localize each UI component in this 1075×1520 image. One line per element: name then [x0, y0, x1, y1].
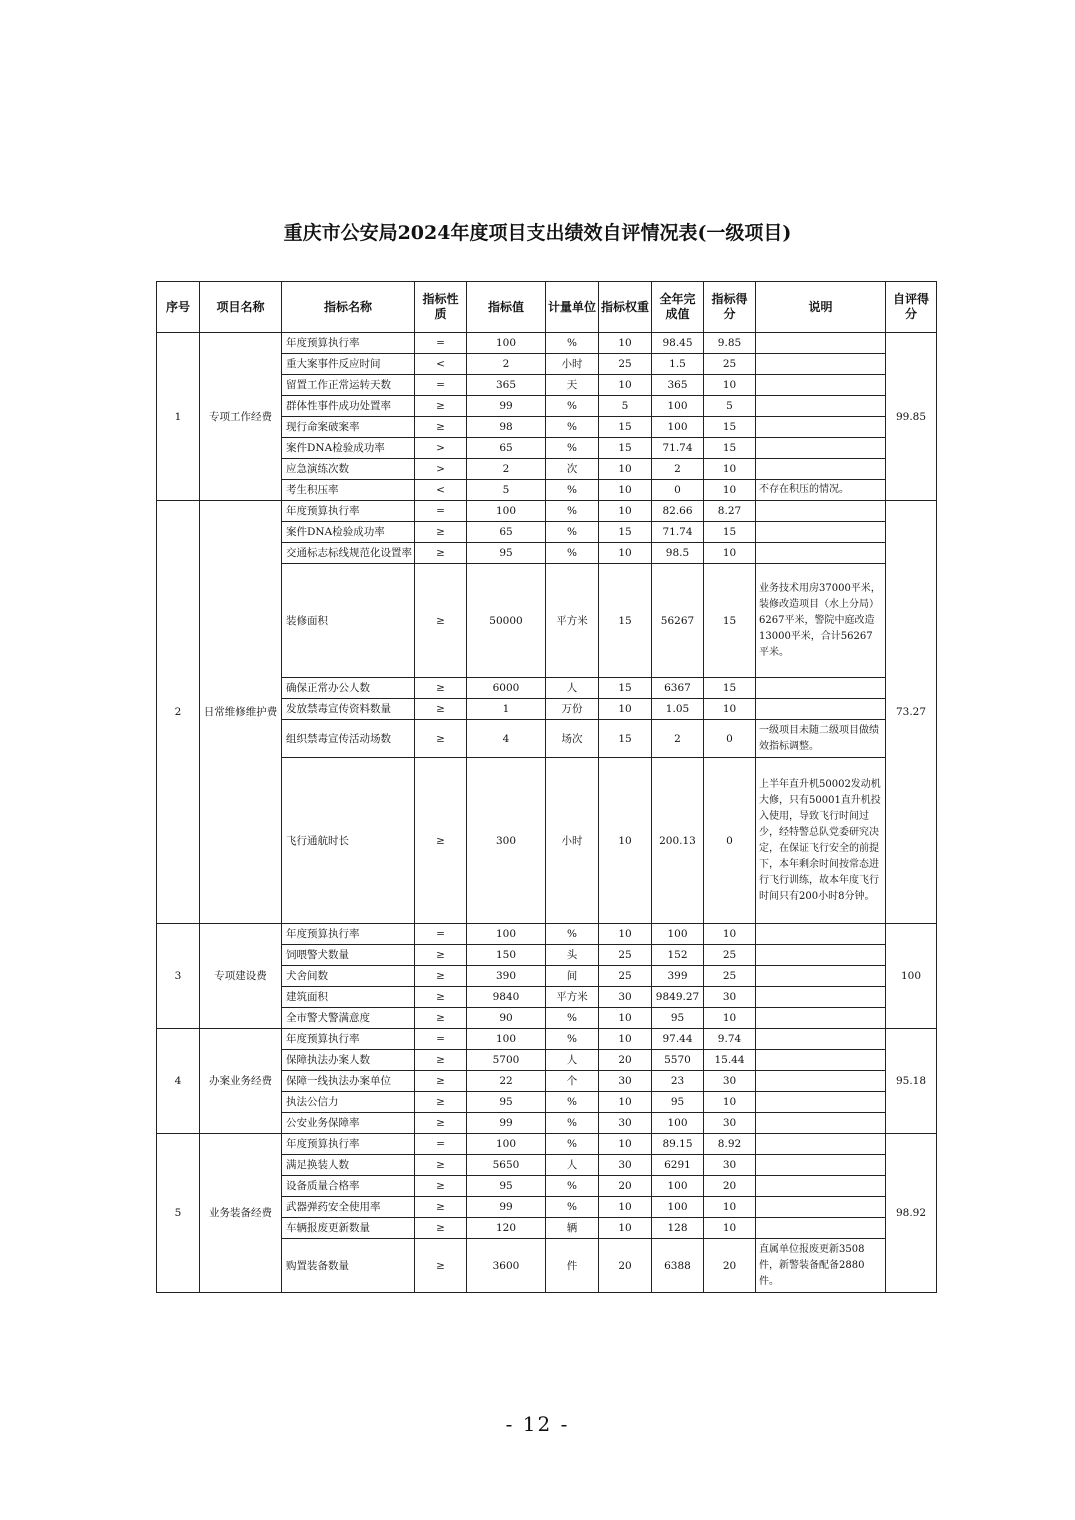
table-body [157, 333, 937, 1293]
indicator-nature: ≥ [415, 564, 467, 678]
weight: 10 [599, 1029, 652, 1050]
indicator-nature: = [415, 501, 467, 522]
indicator-name: 全市警犬警满意度 [282, 1008, 415, 1029]
unit: 人 [546, 1050, 599, 1071]
indicator-nature: > [415, 459, 467, 480]
indicator-score: 10 [704, 480, 756, 501]
indicator-nature: ≥ [415, 1239, 467, 1293]
indicator-value: 100 [467, 1029, 546, 1050]
indicator-value: 6000 [467, 678, 546, 699]
indicator-value: 2 [467, 459, 546, 480]
unit: 头 [546, 945, 599, 966]
indicator-name: 装修面积 [282, 564, 415, 678]
weight: 20 [599, 1176, 652, 1197]
indicator-value: 100 [467, 924, 546, 945]
annual-completion: 100 [652, 924, 704, 945]
indicator-score: 8.27 [704, 501, 756, 522]
weight: 25 [599, 354, 652, 375]
annual-completion: 100 [652, 1113, 704, 1134]
indicator-score: 9.85 [704, 333, 756, 354]
header-self-score: 自评得分 [886, 282, 937, 333]
unit: % [546, 333, 599, 354]
weight: 10 [599, 459, 652, 480]
annual-completion: 2 [652, 459, 704, 480]
indicator-value: 2 [467, 354, 546, 375]
indicator-score: 30 [704, 1113, 756, 1134]
indicator-nature: ≥ [415, 987, 467, 1008]
indicator-score: 30 [704, 1155, 756, 1176]
indicator-value: 50000 [467, 564, 546, 678]
unit: % [546, 1176, 599, 1197]
indicator-name: 飞行通航时长 [282, 758, 415, 924]
indicator-nature: ≥ [415, 417, 467, 438]
weight: 10 [599, 1134, 652, 1155]
indicator-nature: ≥ [415, 1176, 467, 1197]
unit: 天 [546, 375, 599, 396]
explanation [756, 1029, 886, 1050]
indicator-value: 390 [467, 966, 546, 987]
explanation [756, 1218, 886, 1239]
annual-completion: 128 [652, 1218, 704, 1239]
indicator-value: 90 [467, 1008, 546, 1029]
weight: 10 [599, 333, 652, 354]
indicator-value: 100 [467, 1134, 546, 1155]
annual-completion: 100 [652, 1176, 704, 1197]
weight: 10 [599, 501, 652, 522]
header-indicator-nature: 指标性质 [415, 282, 467, 333]
indicator-name: 案件DNA检验成功率 [282, 438, 415, 459]
indicator-value: 300 [467, 758, 546, 924]
weight: 15 [599, 564, 652, 678]
indicator-score: 30 [704, 987, 756, 1008]
table-row [157, 1134, 937, 1155]
explanation [756, 354, 886, 375]
weight: 15 [599, 417, 652, 438]
annual-completion: 23 [652, 1071, 704, 1092]
unit: % [546, 501, 599, 522]
table-row [157, 333, 937, 354]
indicator-score: 15 [704, 438, 756, 459]
weight: 10 [599, 1197, 652, 1218]
unit: % [546, 396, 599, 417]
annual-completion: 1.5 [652, 354, 704, 375]
explanation: 直属单位报废更新3508件，新警装备配备2880件。 [756, 1239, 886, 1293]
indicator-value: 99 [467, 1113, 546, 1134]
weight: 30 [599, 1071, 652, 1092]
weight: 10 [599, 758, 652, 924]
annual-completion: 1.05 [652, 699, 704, 720]
project-name: 专项建设费 [200, 924, 282, 1029]
explanation [756, 678, 886, 699]
annual-completion: 100 [652, 1197, 704, 1218]
project-name: 日常维修维护费 [200, 501, 282, 924]
weight: 30 [599, 1113, 652, 1134]
indicator-nature: ≥ [415, 1008, 467, 1029]
indicator-name: 案件DNA检验成功率 [282, 522, 415, 543]
indicator-nature: ≥ [415, 1218, 467, 1239]
unit: 小时 [546, 758, 599, 924]
weight: 10 [599, 1092, 652, 1113]
performance-table [156, 281, 937, 1293]
project-seq: 1 [157, 333, 200, 501]
project-seq: 4 [157, 1029, 200, 1134]
table-row [157, 924, 937, 945]
indicator-name: 保障执法办案人数 [282, 1050, 415, 1071]
indicator-nature: ≥ [415, 1155, 467, 1176]
indicator-name: 考生积压率 [282, 480, 415, 501]
indicator-score: 10 [704, 1008, 756, 1029]
indicator-nature: ≥ [415, 1092, 467, 1113]
explanation [756, 1155, 886, 1176]
self-score: 95.18 [886, 1029, 937, 1134]
indicator-value: 1 [467, 699, 546, 720]
indicator-nature: = [415, 1134, 467, 1155]
explanation [756, 699, 886, 720]
weight: 15 [599, 522, 652, 543]
table-row [157, 501, 937, 522]
indicator-name: 重大案事件反应时间 [282, 354, 415, 375]
explanation [756, 1050, 886, 1071]
unit: % [546, 1113, 599, 1134]
indicator-score: 15 [704, 564, 756, 678]
indicator-score: 10 [704, 459, 756, 480]
header-indicator-name: 指标名称 [282, 282, 415, 333]
indicator-name: 确保正常办公人数 [282, 678, 415, 699]
indicator-nature: ≥ [415, 945, 467, 966]
explanation [756, 543, 886, 564]
indicator-name: 发放禁毒宣传资料数量 [282, 699, 415, 720]
explanation [756, 1134, 886, 1155]
unit: 人 [546, 1155, 599, 1176]
self-score: 99.85 [886, 333, 937, 501]
unit: % [546, 522, 599, 543]
indicator-score: 25 [704, 966, 756, 987]
header-explanation: 说明 [756, 282, 886, 333]
indicator-score: 25 [704, 945, 756, 966]
annual-completion: 2 [652, 720, 704, 758]
indicator-score: 10 [704, 375, 756, 396]
indicator-score: 0 [704, 758, 756, 924]
weight: 15 [599, 720, 652, 758]
indicator-nature: < [415, 480, 467, 501]
explanation [756, 1197, 886, 1218]
indicator-score: 5 [704, 396, 756, 417]
unit: 个 [546, 1071, 599, 1092]
project-seq: 3 [157, 924, 200, 1029]
indicator-name: 现行命案破案率 [282, 417, 415, 438]
unit: % [546, 438, 599, 459]
self-score: 100 [886, 924, 937, 1029]
indicator-nature: ≥ [415, 1071, 467, 1092]
unit: 间 [546, 966, 599, 987]
indicator-nature: = [415, 924, 467, 945]
indicator-name: 设备质量合格率 [282, 1176, 415, 1197]
indicator-nature: ≥ [415, 966, 467, 987]
indicator-nature: ≥ [415, 543, 467, 564]
indicator-name: 应急演练次数 [282, 459, 415, 480]
indicator-score: 10 [704, 699, 756, 720]
indicator-value: 3600 [467, 1239, 546, 1293]
indicator-name: 公安业务保障率 [282, 1113, 415, 1134]
header-indicator-value: 指标值 [467, 282, 546, 333]
indicator-name: 年度预算执行率 [282, 501, 415, 522]
indicator-score: 15 [704, 522, 756, 543]
explanation [756, 501, 886, 522]
indicator-score: 10 [704, 1218, 756, 1239]
indicator-name: 年度预算执行率 [282, 924, 415, 945]
indicator-value: 5700 [467, 1050, 546, 1071]
header-annual-completion: 全年完成值 [652, 282, 704, 333]
unit: 辆 [546, 1218, 599, 1239]
annual-completion: 82.66 [652, 501, 704, 522]
annual-completion: 100 [652, 417, 704, 438]
weight: 20 [599, 1050, 652, 1071]
explanation [756, 1176, 886, 1197]
indicator-value: 9840 [467, 987, 546, 1008]
weight: 15 [599, 678, 652, 699]
weight: 10 [599, 375, 652, 396]
annual-completion: 95 [652, 1008, 704, 1029]
project-name: 业务装备经费 [200, 1134, 282, 1293]
indicator-score: 20 [704, 1176, 756, 1197]
indicator-score: 0 [704, 720, 756, 758]
annual-completion: 365 [652, 375, 704, 396]
weight: 20 [599, 1239, 652, 1293]
indicator-nature: = [415, 375, 467, 396]
indicator-score: 10 [704, 924, 756, 945]
indicator-name: 购置装备数量 [282, 1239, 415, 1293]
indicator-value: 4 [467, 720, 546, 758]
indicator-name: 饲喂警犬数量 [282, 945, 415, 966]
indicator-value: 120 [467, 1218, 546, 1239]
indicator-value: 150 [467, 945, 546, 966]
indicator-score: 30 [704, 1071, 756, 1092]
table-row [157, 1029, 937, 1050]
indicator-score: 15 [704, 417, 756, 438]
annual-completion: 399 [652, 966, 704, 987]
weight: 30 [599, 1155, 652, 1176]
annual-completion: 98.45 [652, 333, 704, 354]
indicator-name: 执法公信力 [282, 1092, 415, 1113]
unit: 人 [546, 678, 599, 699]
weight: 10 [599, 480, 652, 501]
explanation: 不存在积压的情况。 [756, 480, 886, 501]
annual-completion: 6367 [652, 678, 704, 699]
indicator-name: 交通标志标线规范化设置率 [282, 543, 415, 564]
explanation [756, 1008, 886, 1029]
indicator-value: 99 [467, 1197, 546, 1218]
weight: 10 [599, 543, 652, 564]
annual-completion: 97.44 [652, 1029, 704, 1050]
weight: 25 [599, 945, 652, 966]
indicator-score: 8.92 [704, 1134, 756, 1155]
indicator-nature: ≥ [415, 1113, 467, 1134]
annual-completion: 0 [652, 480, 704, 501]
weight: 30 [599, 987, 652, 1008]
project-seq: 2 [157, 501, 200, 924]
indicator-value: 100 [467, 501, 546, 522]
indicator-score: 15 [704, 678, 756, 699]
indicator-value: 95 [467, 543, 546, 564]
annual-completion: 200.13 [652, 758, 704, 924]
explanation [756, 987, 886, 1008]
indicator-name: 武器弹药安全使用率 [282, 1197, 415, 1218]
indicator-score: 25 [704, 354, 756, 375]
annual-completion: 152 [652, 945, 704, 966]
weight: 10 [599, 1008, 652, 1029]
explanation [756, 1113, 886, 1134]
unit: % [546, 480, 599, 501]
unit: 件 [546, 1239, 599, 1293]
indicator-score: 20 [704, 1239, 756, 1293]
indicator-nature: > [415, 438, 467, 459]
explanation [756, 396, 886, 417]
unit: % [546, 1029, 599, 1050]
header-unit: 计量单位 [546, 282, 599, 333]
header-indicator-score: 指标得分 [704, 282, 756, 333]
annual-completion: 6388 [652, 1239, 704, 1293]
self-score: 73.27 [886, 501, 937, 924]
indicator-value: 22 [467, 1071, 546, 1092]
indicator-nature: ≥ [415, 1050, 467, 1071]
weight: 10 [599, 699, 652, 720]
explanation: 业务技术用房37000平米，装修改造项目（水上分局）6267平米，警院中庭改造13000平米，合计56267平米。 [756, 564, 886, 678]
unit: % [546, 1008, 599, 1029]
indicator-value: 5 [467, 480, 546, 501]
explanation [756, 333, 886, 354]
indicator-name: 组织禁毒宣传活动场数 [282, 720, 415, 758]
indicator-value: 98 [467, 417, 546, 438]
unit: 万份 [546, 699, 599, 720]
indicator-name: 建筑面积 [282, 987, 415, 1008]
annual-completion: 89.15 [652, 1134, 704, 1155]
unit: % [546, 417, 599, 438]
explanation [756, 417, 886, 438]
indicator-nature: ≥ [415, 758, 467, 924]
indicator-nature: ≥ [415, 396, 467, 417]
indicator-score: 10 [704, 543, 756, 564]
indicator-nature: = [415, 1029, 467, 1050]
unit: 平方米 [546, 564, 599, 678]
indicator-value: 5650 [467, 1155, 546, 1176]
annual-completion: 71.74 [652, 522, 704, 543]
page-number: - 12 - [505, 1412, 570, 1436]
indicator-value: 100 [467, 333, 546, 354]
unit: 小时 [546, 354, 599, 375]
project-name: 办案业务经费 [200, 1029, 282, 1134]
unit: 场次 [546, 720, 599, 758]
weight: 5 [599, 396, 652, 417]
indicator-score: 10 [704, 1197, 756, 1218]
annual-completion: 100 [652, 396, 704, 417]
indicator-value: 365 [467, 375, 546, 396]
project-seq: 5 [157, 1134, 200, 1293]
indicator-name: 保障一线执法办案单位 [282, 1071, 415, 1092]
indicator-name: 留置工作正常运转天数 [282, 375, 415, 396]
explanation [756, 945, 886, 966]
explanation: 上半年直升机50002发动机大修，只有50001直升机投入使用，导致飞行时间过少，经特警总队党委研究决定，在保证飞行安全的前提下，本年剩余时间按常态进行飞行训练，故本年度飞行时间只有200小时8分钟。 [756, 758, 886, 924]
indicator-nature: ≥ [415, 720, 467, 758]
unit: % [546, 1092, 599, 1113]
indicator-value: 65 [467, 438, 546, 459]
annual-completion: 9849.27 [652, 987, 704, 1008]
indicator-nature: ≥ [415, 678, 467, 699]
unit: % [546, 543, 599, 564]
indicator-score: 9.74 [704, 1029, 756, 1050]
indicator-nature: ≥ [415, 699, 467, 720]
indicator-nature: = [415, 333, 467, 354]
header-seq: 序号 [157, 282, 200, 333]
weight: 25 [599, 966, 652, 987]
indicator-nature: ≥ [415, 522, 467, 543]
self-score: 98.92 [886, 1134, 937, 1293]
indicator-name: 满足换装人数 [282, 1155, 415, 1176]
indicator-score: 15.44 [704, 1050, 756, 1071]
indicator-score: 10 [704, 1092, 756, 1113]
indicator-value: 99 [467, 396, 546, 417]
indicator-value: 65 [467, 522, 546, 543]
indicator-name: 车辆报废更新数量 [282, 1218, 415, 1239]
unit: % [546, 1197, 599, 1218]
annual-completion: 71.74 [652, 438, 704, 459]
indicator-nature: < [415, 354, 467, 375]
unit: 次 [546, 459, 599, 480]
annual-completion: 95 [652, 1092, 704, 1113]
indicator-name: 年度预算执行率 [282, 1134, 415, 1155]
unit: % [546, 924, 599, 945]
indicator-name: 群体性事件成功处置率 [282, 396, 415, 417]
explanation [756, 438, 886, 459]
explanation [756, 459, 886, 480]
weight: 15 [599, 438, 652, 459]
project-name: 专项工作经费 [200, 333, 282, 501]
annual-completion: 5570 [652, 1050, 704, 1071]
header-row [157, 282, 937, 333]
explanation [756, 375, 886, 396]
explanation [756, 522, 886, 543]
annual-completion: 98.5 [652, 543, 704, 564]
indicator-value: 95 [467, 1176, 546, 1197]
explanation [756, 966, 886, 987]
indicator-name: 年度预算执行率 [282, 1029, 415, 1050]
explanation: 一级项目未随二级项目做绩效指标调整。 [756, 720, 886, 758]
annual-completion: 6291 [652, 1155, 704, 1176]
header-weight: 指标权重 [599, 282, 652, 333]
explanation [756, 1092, 886, 1113]
indicator-name: 犬舍间数 [282, 966, 415, 987]
indicator-value: 95 [467, 1092, 546, 1113]
annual-completion: 56267 [652, 564, 704, 678]
explanation [756, 1071, 886, 1092]
unit: % [546, 1134, 599, 1155]
indicator-name: 年度预算执行率 [282, 333, 415, 354]
weight: 10 [599, 924, 652, 945]
unit: 平方米 [546, 987, 599, 1008]
header-project-name: 项目名称 [200, 282, 282, 333]
indicator-nature: ≥ [415, 1197, 467, 1218]
page-title: 重庆市公安局2024年度项目支出绩效自评情况表(一级项目) [283, 222, 792, 244]
weight: 10 [599, 1218, 652, 1239]
explanation [756, 924, 886, 945]
